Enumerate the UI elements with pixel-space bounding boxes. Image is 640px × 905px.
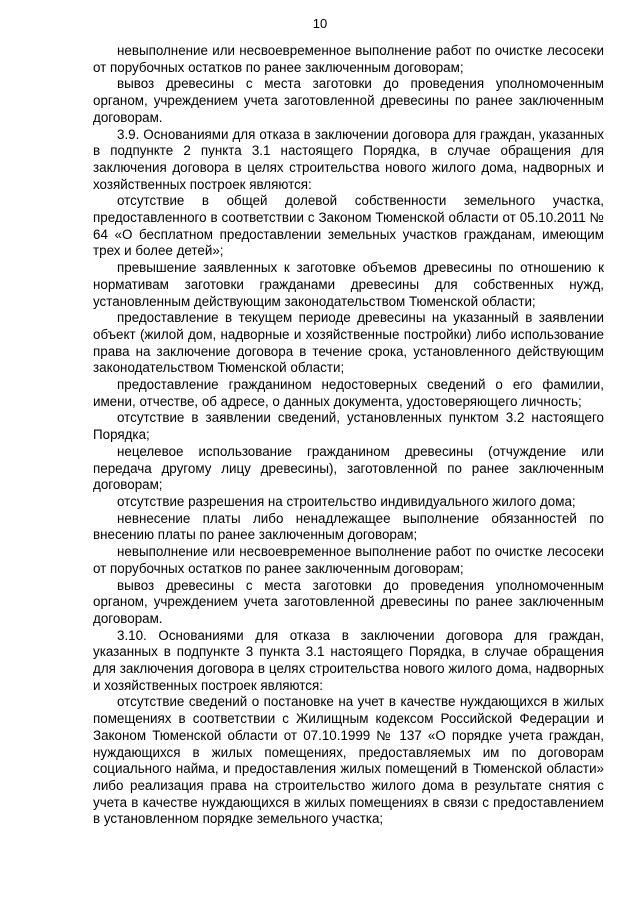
section-3-9-heading: 3.9. Основаниями для отказа в заключении договора для граждан, указанных в подпункте 2 пункта 3.1 настоящего Порядка, в случае обращения для заключения договора в целях строительства нового жилого дома, надворных и хозяйственных построек являются:	[93, 126, 604, 192]
paragraph: отсутствие в общей долевой собственности земельного участка, предоставленного в соответствии с Законом Тюменской области от 05.10.2011 № 64 «О бесплатном предоставлении земельных участков гражданам, имеющим трех и более детей»;	[93, 193, 604, 259]
paragraph: невыполнение или несвоевременное выполнение работ по очистке лесосеки от порубочных остатков по ранее заключенным договорам;	[93, 544, 604, 576]
paragraph: отсутствие сведений о постановке на учет в качестве нуждающихся в жилых помещениях в соответствии с Жилищным кодексом Российской Федерации и Законом Тюменской области от 07.10.1999 № 137 «О порядке учета граждан, нуждающихся в жилых помещениях, предоставляемых им по договорам социального найма, и предоставления жилых помещений в Тюменской области» либо реализация права на строительство жилого дома в результате снятия с учета в качестве нуждающихся в жилых помещениях в связи с предоставлением в установленном порядке земельного участка;	[93, 694, 604, 827]
paragraph: вывоз древесины с места заготовки до проведения уполномоченным органом, учреждением учета заготовленной древесины по ранее заключенным договорам.	[93, 76, 604, 125]
paragraph: предоставление гражданином недостоверных сведений о его фамилии, имени, отчестве, об адресе, о данных документа, удостоверяющего личность;	[93, 377, 604, 409]
page-number: 10	[312, 16, 328, 31]
paragraph: невыполнение или несвоевременное выполнение работ по очистке лесосеки от порубочных остатков по ранее заключенным договорам;	[93, 43, 604, 75]
paragraph: превышение заявленных к заготовке объемов древесины по отношению к нормативам заготовки гражданами древесины для собственных нужд, установленным действующим законодательством Тюменской области;	[93, 260, 604, 309]
paragraph: невнесение платы либо ненадлежащее выполнение обязанностей по внесению платы по ранее заключенным договорам;	[93, 510, 604, 543]
document-body	[93, 43, 604, 828]
section-3-10-heading: 3.10. Основаниями для отказа в заключении договора для граждан, указанных в подпункте 3 пункта 3.1 настоящего Порядка, в случае обращения для заключения договора в целях строительства нового жилого дома, надворных и хозяйственных построек являются:	[93, 627, 604, 693]
paragraph: отсутствие в заявлении сведений, установленных пунктом 3.2 настоящего Порядка;	[93, 410, 604, 443]
paragraph: вывоз древесины с места заготовки до проведения уполномоченным органом, учреждением учета заготовленной древесины по ранее заключенным договорам.	[93, 577, 604, 626]
paragraph: отсутствие разрешения на строительство индивидуального жилого дома;	[117, 493, 576, 509]
paragraph: нецелевое использование гражданином древесины (отчуждение или передача другому лицу древесины), заготовленной по ранее заключенным договорам;	[93, 443, 604, 493]
paragraph: предоставление в текущем периоде древесины на указанный в заявлении объект (жилой дом, надворные и хозяйственные постройки) либо использование права на заключение договора в течение срока, установленного действующим законодательством Тюменской области;	[93, 310, 604, 376]
